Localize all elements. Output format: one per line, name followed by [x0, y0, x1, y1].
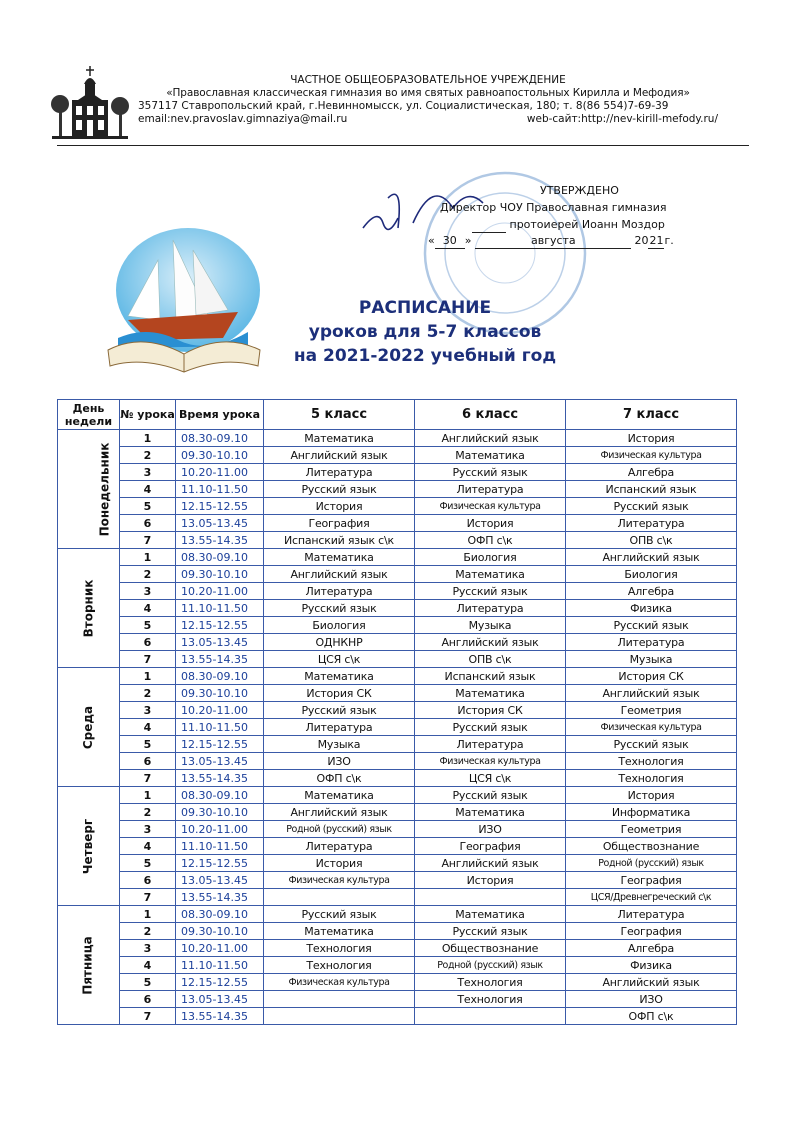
- day-name: Пятница: [81, 935, 95, 995]
- table-row: [58, 600, 737, 617]
- title-line-1: РАСПИСАНИЕ: [358, 298, 492, 318]
- lesson-number: 4: [120, 838, 176, 855]
- lesson-number: 1: [120, 906, 176, 923]
- lesson-number: 7: [120, 770, 176, 787]
- lesson-time: 08.30-09.10: [176, 430, 264, 447]
- subject-class-6: ИЗО: [415, 821, 566, 838]
- lesson-number: 5: [120, 498, 176, 515]
- table-row: [58, 838, 737, 855]
- table-row: [58, 940, 737, 957]
- subject-class-5: Литература: [264, 719, 415, 736]
- subject-class-5: Английский язык: [264, 447, 415, 464]
- subject-class-5: Испанский язык с\к: [264, 532, 415, 549]
- lesson-number: 2: [120, 685, 176, 702]
- subject-class-7: Физическая культура: [566, 447, 737, 464]
- subject-class-5: Литература: [264, 583, 415, 600]
- lesson-time: 11.10-11.50: [176, 957, 264, 974]
- subject-class-5: История: [264, 855, 415, 872]
- lesson-time: 13.05-13.45: [176, 872, 264, 889]
- lesson-time: 10.20-11.00: [176, 940, 264, 957]
- subject-class-5: Технология: [264, 940, 415, 957]
- subject-class-7: ОФП с\к: [566, 1008, 737, 1025]
- date-close-quote: »: [464, 234, 472, 247]
- header-time: Время урока: [176, 400, 264, 430]
- lesson-time: 09.30-10.10: [176, 447, 264, 464]
- approval-year-suffix: 21: [649, 234, 664, 247]
- table-row: [58, 447, 737, 464]
- subject-class-7: Литература: [566, 634, 737, 651]
- subject-class-5: ОДНКНР: [264, 634, 415, 651]
- subject-class-5: Литература: [264, 838, 415, 855]
- table-row: [58, 685, 737, 702]
- title-line-2: уроков для 5-7 классов: [308, 322, 542, 342]
- subject-class-6: Русский язык: [415, 719, 566, 736]
- table-row: [58, 957, 737, 974]
- table-row: [58, 702, 737, 719]
- subject-class-7: Английский язык: [566, 974, 737, 991]
- subject-class-7: Музыка: [566, 651, 737, 668]
- lesson-time: 13.55-14.35: [176, 651, 264, 668]
- subject-class-7: Русский язык: [566, 736, 737, 753]
- subject-class-6: Английский язык: [415, 634, 566, 651]
- lesson-number: 5: [120, 855, 176, 872]
- lesson-number: 5: [120, 617, 176, 634]
- header-class-7: 7 класс: [566, 400, 737, 430]
- schedule-body: [58, 430, 737, 1025]
- lesson-time: 13.55-14.35: [176, 889, 264, 906]
- table-row: [58, 651, 737, 668]
- lesson-time: 11.10-11.50: [176, 481, 264, 498]
- signature-line: [472, 217, 506, 233]
- subject-class-6: Обществознание: [415, 940, 566, 957]
- table-row: [58, 855, 737, 872]
- subject-class-7: Русский язык: [566, 498, 737, 515]
- subject-class-5: География: [264, 515, 415, 532]
- table-row: [58, 464, 737, 481]
- lesson-number: 7: [120, 532, 176, 549]
- table-row: [58, 991, 737, 1008]
- subject-class-5: История СК: [264, 685, 415, 702]
- lesson-number: 6: [120, 991, 176, 1008]
- org-header: [138, 74, 718, 126]
- approval-day: 30: [435, 233, 465, 249]
- lesson-time: 09.30-10.10: [176, 804, 264, 821]
- subject-class-5: Математика: [264, 668, 415, 685]
- ship-book-emblem-icon: [98, 220, 270, 380]
- lesson-time: 10.20-11.00: [176, 583, 264, 600]
- table-row: [58, 719, 737, 736]
- lesson-number: 4: [120, 481, 176, 498]
- approval-year-prefix: 20: [634, 234, 649, 247]
- day-name: Четверг: [80, 818, 95, 874]
- subject-class-5: Математика: [264, 549, 415, 566]
- table-row: [58, 566, 737, 583]
- subject-class-7: Родной (русский) язык: [566, 855, 737, 872]
- approval-position: Директор ЧОУ Православная гимназия: [440, 201, 667, 214]
- approval-director: протоиерей Иоанн Моздор: [509, 218, 665, 231]
- lesson-number: 5: [120, 736, 176, 753]
- lesson-time: 11.10-11.50: [176, 600, 264, 617]
- lesson-time: 12.15-12.55: [176, 617, 264, 634]
- subject-class-7: Алгебра: [566, 940, 737, 957]
- org-website: web-сайт:http://nev-kirill-mefody.ru/: [526, 113, 718, 125]
- lesson-time: 08.30-09.10: [176, 668, 264, 685]
- blank-line: [475, 233, 531, 249]
- subject-class-5: Родной (русский) язык: [264, 821, 415, 838]
- subject-class-7: Алгебра: [566, 583, 737, 600]
- day-name: Понедельник: [97, 442, 112, 536]
- lesson-time: 13.05-13.45: [176, 991, 264, 1008]
- subject-class-6: Литература: [415, 600, 566, 617]
- subject-class-5: Литература: [264, 464, 415, 481]
- subject-class-6: Технология: [415, 974, 566, 991]
- table-row: [58, 889, 737, 906]
- subject-class-6: Математика: [415, 906, 566, 923]
- title-line-3: на 2021-2022 учебный год: [293, 346, 557, 366]
- table-row: [58, 804, 737, 821]
- subject-class-6: История: [415, 515, 566, 532]
- table-header-row: [58, 400, 737, 430]
- subject-class-7: Алгебра: [566, 464, 737, 481]
- lesson-time: 09.30-10.10: [176, 685, 264, 702]
- header-class-5: 5 класс: [264, 400, 415, 430]
- lesson-time: 12.15-12.55: [176, 498, 264, 515]
- table-row: [58, 430, 737, 447]
- subject-class-5: Русский язык: [264, 481, 415, 498]
- subject-class-7: Литература: [566, 515, 737, 532]
- lesson-number: 3: [120, 702, 176, 719]
- table-row: [58, 787, 737, 804]
- subject-class-5: Биология: [264, 617, 415, 634]
- table-row: [58, 515, 737, 532]
- org-address: 357117 Ставропольский край, г.Невинномысск, ул. Социалистическая, 180; т. 8(86 554)7-69-39: [138, 100, 669, 112]
- subject-class-7: Английский язык: [566, 549, 737, 566]
- subject-class-5: Математика: [264, 430, 415, 447]
- subject-class-5: Английский язык: [264, 566, 415, 583]
- subject-class-6: Математика: [415, 566, 566, 583]
- lesson-time: 13.55-14.35: [176, 532, 264, 549]
- subject-class-6: Родной (русский) язык: [415, 957, 566, 974]
- subject-class-6: История СК: [415, 702, 566, 719]
- lesson-time: 13.55-14.35: [176, 770, 264, 787]
- approval-month: августа: [531, 233, 631, 249]
- subject-class-6: Литература: [415, 736, 566, 753]
- lesson-time: 09.30-10.10: [176, 566, 264, 583]
- lesson-time: 10.20-11.00: [176, 464, 264, 481]
- subject-class-5: Математика: [264, 923, 415, 940]
- header-class-6: 6 класс: [415, 400, 566, 430]
- subject-class-6: Русский язык: [415, 464, 566, 481]
- lesson-time: 12.15-12.55: [176, 974, 264, 991]
- table-row: [58, 753, 737, 770]
- lesson-number: 4: [120, 719, 176, 736]
- approval-director-line: [472, 217, 665, 233]
- lesson-time: 13.05-13.45: [176, 634, 264, 651]
- subject-class-6: Биология: [415, 549, 566, 566]
- subject-class-7: Информатика: [566, 804, 737, 821]
- subject-class-7: ИЗО: [566, 991, 737, 1008]
- subject-class-7: Обществознание: [566, 838, 737, 855]
- header-day: День недели: [58, 400, 120, 430]
- lesson-number: 1: [120, 668, 176, 685]
- approval-date: [428, 233, 674, 249]
- subject-class-7: История СК: [566, 668, 737, 685]
- header-divider: [57, 145, 749, 146]
- subject-class-7: Физика: [566, 600, 737, 617]
- subject-class-6: ОПВ с\к: [415, 651, 566, 668]
- header-num: № урока: [120, 400, 176, 430]
- lesson-time: 09.30-10.10: [176, 923, 264, 940]
- subject-class-6: ЦСЯ с\к: [415, 770, 566, 787]
- subject-class-6: [415, 889, 566, 906]
- subject-class-6: ОФП с\к: [415, 532, 566, 549]
- table-row: [58, 1008, 737, 1025]
- church-logo-icon: [50, 64, 130, 142]
- subject-class-5: ОФП с\к: [264, 770, 415, 787]
- subject-class-7: История: [566, 787, 737, 804]
- subject-class-6: Английский язык: [415, 855, 566, 872]
- date-open-quote: «: [428, 234, 435, 247]
- subject-class-7: Геометрия: [566, 821, 737, 838]
- subject-class-5: Английский язык: [264, 804, 415, 821]
- table-row: [58, 532, 737, 549]
- lesson-number: 7: [120, 1008, 176, 1025]
- subject-class-5: Физическая культура: [264, 974, 415, 991]
- subject-class-6: Математика: [415, 447, 566, 464]
- lesson-time: 12.15-12.55: [176, 736, 264, 753]
- subject-class-5: ИЗО: [264, 753, 415, 770]
- subject-class-5: [264, 991, 415, 1008]
- table-row: [58, 770, 737, 787]
- lesson-number: 6: [120, 634, 176, 651]
- lesson-number: 7: [120, 889, 176, 906]
- subject-class-7: Физическая культура: [566, 719, 737, 736]
- lesson-time: 08.30-09.10: [176, 549, 264, 566]
- subject-class-6: География: [415, 838, 566, 855]
- subject-class-7: Английский язык: [566, 685, 737, 702]
- subject-class-7: ЦСЯ/Древнегреческий с\к: [566, 889, 737, 906]
- lesson-number: 2: [120, 804, 176, 821]
- schedule-title: [260, 296, 590, 368]
- lesson-time: 13.55-14.35: [176, 1008, 264, 1025]
- table-row: [58, 974, 737, 991]
- subject-class-5: Русский язык: [264, 906, 415, 923]
- subject-class-6: История: [415, 872, 566, 889]
- lesson-number: 2: [120, 923, 176, 940]
- subject-class-6: Литература: [415, 481, 566, 498]
- subject-class-7: История: [566, 430, 737, 447]
- lesson-number: 2: [120, 447, 176, 464]
- org-type: ЧАСТНОЕ ОБЩЕОБРАЗОВАТЕЛЬНОЕ УЧРЕЖДЕНИЕ: [290, 74, 566, 86]
- day-cell: [58, 549, 120, 668]
- subject-class-6: Математика: [415, 685, 566, 702]
- subject-class-6: Музыка: [415, 617, 566, 634]
- lesson-time: 10.20-11.00: [176, 702, 264, 719]
- subject-class-6: Физическая культура: [415, 753, 566, 770]
- table-row: [58, 617, 737, 634]
- subject-class-7: География: [566, 872, 737, 889]
- approval-year-end: г.: [664, 234, 674, 247]
- day-name: Вторник: [81, 579, 95, 637]
- lesson-time: 08.30-09.10: [176, 906, 264, 923]
- table-row: [58, 668, 737, 685]
- subject-class-7: География: [566, 923, 737, 940]
- lesson-number: 2: [120, 566, 176, 583]
- lesson-number: 1: [120, 549, 176, 566]
- subject-class-5: ЦСЯ с\к: [264, 651, 415, 668]
- subject-class-7: Технология: [566, 753, 737, 770]
- table-row: [58, 583, 737, 600]
- day-cell: [58, 430, 120, 549]
- subject-class-6: Технология: [415, 991, 566, 1008]
- subject-class-7: ОПВ с\к: [566, 532, 737, 549]
- lesson-time: 11.10-11.50: [176, 838, 264, 855]
- table-row: [58, 634, 737, 651]
- subject-class-5: Физическая культура: [264, 872, 415, 889]
- lesson-number: 3: [120, 583, 176, 600]
- day-name: Среда: [80, 705, 95, 749]
- lesson-number: 1: [120, 430, 176, 447]
- subject-class-5: Технология: [264, 957, 415, 974]
- day-cell: [58, 906, 120, 1025]
- subject-class-6: Русский язык: [415, 923, 566, 940]
- lesson-time: 11.10-11.50: [176, 719, 264, 736]
- table-row: [58, 906, 737, 923]
- subject-class-7: Литература: [566, 906, 737, 923]
- lesson-number: 3: [120, 821, 176, 838]
- subject-class-7: Испанский язык: [566, 481, 737, 498]
- subject-class-6: Математика: [415, 804, 566, 821]
- subject-class-7: Биология: [566, 566, 737, 583]
- subject-class-6: Физическая культура: [415, 498, 566, 515]
- lesson-number: 5: [120, 974, 176, 991]
- subject-class-5: Русский язык: [264, 702, 415, 719]
- org-email: email:nev.pravoslav.gimnaziya@mail.ru: [138, 113, 348, 125]
- lesson-number: 3: [120, 940, 176, 957]
- subject-class-5: История: [264, 498, 415, 515]
- lesson-number: 1: [120, 787, 176, 804]
- lesson-number: 3: [120, 464, 176, 481]
- subject-class-5: Математика: [264, 787, 415, 804]
- subject-class-5: [264, 889, 415, 906]
- table-row: [58, 549, 737, 566]
- table-row: [58, 923, 737, 940]
- subject-class-7: Физика: [566, 957, 737, 974]
- table-row: [58, 736, 737, 753]
- lesson-number: 6: [120, 753, 176, 770]
- lesson-time: 08.30-09.10: [176, 787, 264, 804]
- table-row: [58, 498, 737, 515]
- lesson-time: 13.05-13.45: [176, 515, 264, 532]
- table-row: [58, 481, 737, 498]
- lesson-number: 4: [120, 957, 176, 974]
- subject-class-6: Русский язык: [415, 787, 566, 804]
- subject-class-6: [415, 1008, 566, 1025]
- subject-class-6: Английский язык: [415, 430, 566, 447]
- day-cell: [58, 668, 120, 787]
- lesson-number: 7: [120, 651, 176, 668]
- schedule-table: [57, 399, 737, 1025]
- subject-class-5: Русский язык: [264, 600, 415, 617]
- lesson-number: 6: [120, 515, 176, 532]
- subject-class-7: Русский язык: [566, 617, 737, 634]
- table-row: [58, 821, 737, 838]
- subject-class-7: Геометрия: [566, 702, 737, 719]
- subject-class-6: Испанский язык: [415, 668, 566, 685]
- lesson-time: 10.20-11.00: [176, 821, 264, 838]
- approved-label: УТВЕРЖДЕНО: [540, 184, 619, 197]
- lesson-time: 13.05-13.45: [176, 753, 264, 770]
- table-row: [58, 872, 737, 889]
- org-name: «Православная классическая гимназия во имя святых равноапостольных Кирилла и Мефодия»: [166, 87, 690, 99]
- subject-class-7: Технология: [566, 770, 737, 787]
- day-cell: [58, 787, 120, 906]
- subject-class-6: Русский язык: [415, 583, 566, 600]
- subject-class-5: [264, 1008, 415, 1025]
- lesson-number: 4: [120, 600, 176, 617]
- subject-class-5: Музыка: [264, 736, 415, 753]
- lesson-time: 12.15-12.55: [176, 855, 264, 872]
- lesson-number: 6: [120, 872, 176, 889]
